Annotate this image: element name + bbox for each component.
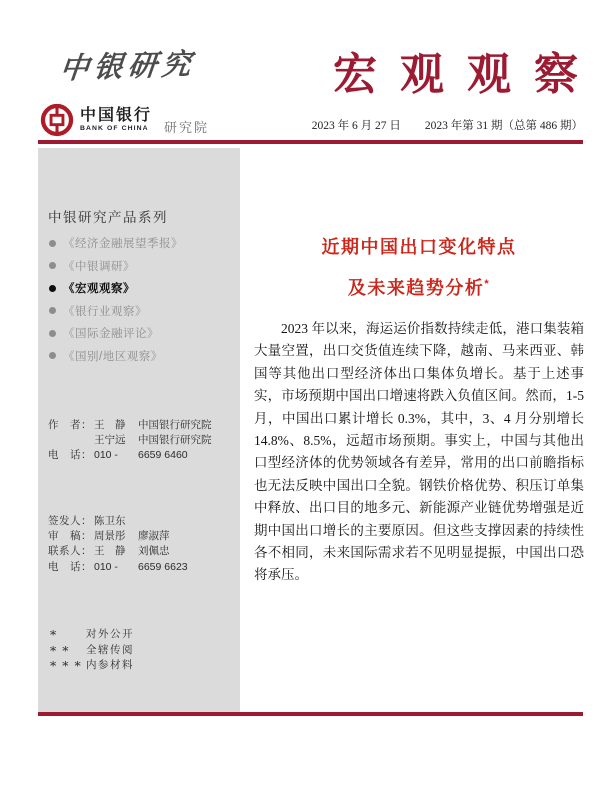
top-divider-rule [38,140,583,144]
approval-value-2: 刘佩忠 [138,545,170,558]
abstract-paragraph: 2023 年以来，海运运价指数持续走低，港口集装箱大量空置，出口交货值连续下降，越南、马来西亚、韩国等其他出口型经济体出口集体负增长。基于上述事实，市场预期中国出口增速将跌入负值区间。然而，1-5 月，中国出口累计增长 0.3%，其中，3、4 月分别增长 14.8%、8.5%，远超市场预期。事实上，中国与其他出口型经济体的优势领域各有差异，常用的出口前瞻指标也无法反映中国出口全貌。钢铁价格优势、积压订单集中释放、出口目的地多元、新能源产业链优势增强是近期中国出口增长的主要原因。但这些支撑因素的持续性各不相同，未来国际需求若不见明显提振，中国出口恐将承压。 [254,321,584,583]
approval-row-0 [48,514,188,529]
sidebar-panel [38,148,240,712]
author-row-0 [48,418,212,433]
legend-text: 全辖传阅 [86,643,134,656]
author-label: 作 者： [48,419,92,431]
series-item-0 [49,232,183,255]
date-issue-line [312,117,583,133]
bullet-icon [49,307,56,314]
series-item-label: 《中银调研》 [63,260,135,273]
bank-of-china-logo-icon [40,103,74,137]
bottom-divider-rule [38,712,583,716]
legend-row-0 [50,627,134,643]
author-value-2: 中国银行研究院 [138,434,212,447]
classification-legend [50,627,134,674]
publication-date: 2023 年 6 月 27 日 [311,120,401,132]
bullet-icon [49,352,56,359]
approval-label: 联系人： [48,545,92,558]
series-item-label: 《宏观观察》 [63,283,135,296]
bank-logo-row [40,103,209,137]
brand-calligraphy: 中银研究 [58,46,198,86]
series-title: 中银研究产品系列 [48,210,168,225]
approval-value-1: 王 静 [94,545,126,558]
series-item-label: 《国际金融评论》 [63,328,159,341]
series-item-label: 《国别/地区观察》 [63,350,163,363]
approval-row-1 [48,529,188,544]
approval-label: 电 话： [48,560,92,573]
legend-stars: * [50,627,58,642]
bullet-icon [49,240,56,247]
series-item-label: 《经济金融展望季报》 [63,238,183,251]
series-item-1 [49,255,183,278]
approval-value-2: 廖淑萍 [138,530,170,543]
series-list [49,232,183,367]
author-block [48,418,212,464]
legend-text: 内参材料 [86,659,134,671]
bullet-icon [49,285,56,292]
approval-value-1: 陈卫东 [94,515,126,527]
series-item-label: 《银行业观察》 [63,305,147,318]
approval-label: 审 稿： [48,530,92,543]
author-row-2 [48,448,212,463]
author-value-1: 010 - [94,449,118,462]
legend-row-1 [50,643,134,659]
approval-value-2: 6659 6623 [138,560,188,573]
approval-row-3 [48,560,188,575]
series-item-4 [49,322,183,345]
author-value-1: 王 静 [94,419,126,431]
bank-logo-text [80,107,152,133]
report-title-line1: 近期中国出口变化特点 [321,237,517,257]
department-label: 研究院 [164,120,210,135]
author-label [48,433,94,448]
author-row-1 [48,433,212,448]
author-label: 电 话： [48,449,92,462]
legend-text: 对外公开 [86,628,134,640]
publication-title: 宏 观 观 察 [333,50,584,99]
main-content [254,229,584,587]
series-item-5 [49,345,183,368]
approval-label: 签发人： [48,515,92,527]
approval-value-1: 周景彤 [94,530,126,543]
author-value-2: 中国银行研究院 [138,419,212,431]
report-title-line2: 及未来趋势分析* [347,278,491,298]
series-item-2 [49,277,183,300]
approval-value-1: 010 - [94,560,118,573]
bank-name-cn: 中国银行 [80,107,153,124]
series-item-3 [49,300,183,323]
approval-block [48,514,188,575]
legend-stars: * * [50,642,70,658]
author-value-1: 王宁远 [94,434,126,447]
legend-stars: * * * [50,658,82,673]
bullet-icon [49,330,56,337]
bank-name-en: BANK OF CHINA [80,125,149,132]
approval-row-2 [48,544,188,559]
report-title [254,229,584,307]
author-value-2: 6659 6460 [138,449,188,462]
legend-row-2 [50,658,134,674]
footnote-asterisk: * [484,278,491,290]
bullet-icon [49,262,56,269]
issue-number: 2023 年第 31 期（总第 486 期） [424,120,583,132]
